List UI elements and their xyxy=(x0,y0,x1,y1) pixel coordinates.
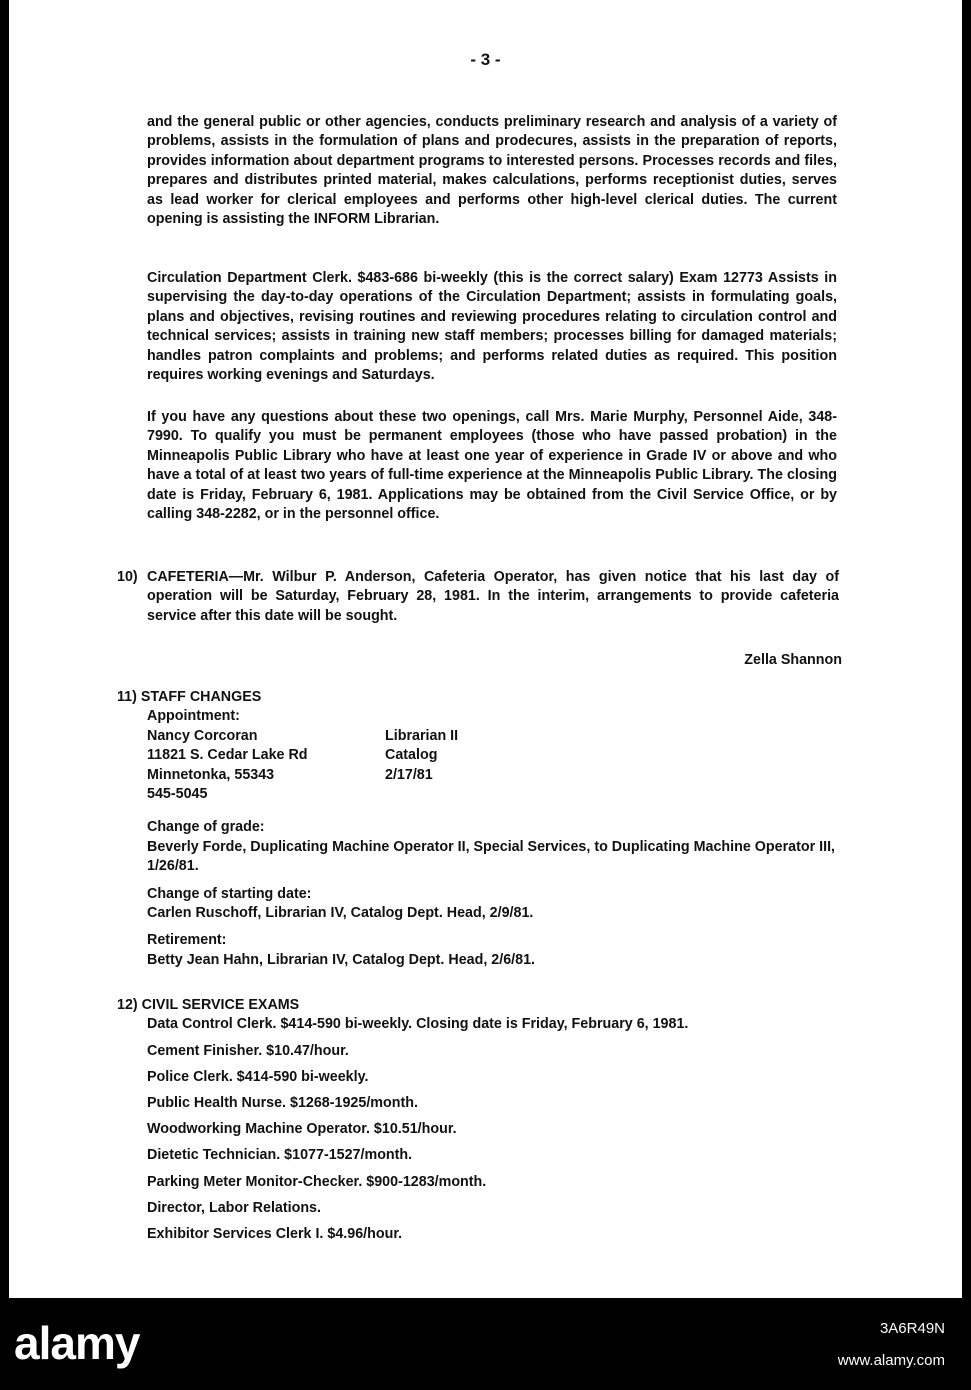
exam-item: Director, Labor Relations. xyxy=(147,1199,321,1216)
appointment-dept: Catalog xyxy=(385,747,438,764)
paragraph-job-description: and the general public or other agencies, conducts preliminary research and analysis of a variety of problems, assists in the formulation of plans and prodecures, assists in the preparation of reports, provides information about department programs to interested persons. Processes records and files, prepares and distributes printed material, makes calculations, performs receptionist duties, serves as lead worker for clerical employees and performs other high-level clerical duties. The current opening is assisting the INFORM Librarian. xyxy=(147,114,837,228)
appointment-phone: 545-5045 xyxy=(147,786,208,803)
exam-item: Cement Finisher. $10.47/hour. xyxy=(147,1042,349,1059)
item-staff-changes xyxy=(117,688,839,970)
start-date-text: Carlen Ruschoff, Librarian IV, Catalog Dept. Head, 2/9/81. xyxy=(147,905,534,922)
appointment-date: 2/17/81 xyxy=(385,766,433,783)
watermark-url: www.alamy.com xyxy=(837,1352,945,1369)
paragraph-qualifications: If you have any questions about these two openings, call Mrs. Marie Murphy, Personnel Aide, 348-7990. To qualify you must be permanent employees (those who have passed probation) in the Minneapolis Public Library who have at least one year of experience in Grade IV or above and who have a total of at least two years of full-time experience at the Minneapolis Public Library. The closing date is Friday, February 6, 1981. Applications may be obtained from the Civil Service Office, or by calling 348-2282, or in the personnel office. xyxy=(147,409,837,523)
item-civil-service-exams xyxy=(117,996,839,1251)
appointment-address: 11821 S. Cedar Lake Rd xyxy=(147,747,308,764)
item-number: 10) xyxy=(117,569,138,585)
retirement-text: Betty Jean Hahn, Librarian IV, Catalog Dept. Head, 2/6/81. xyxy=(147,951,535,968)
cafeteria-text: CAFETERIA—Mr. Wilbur P. Anderson, Cafeteria Operator, has given notice that his last day of operation will be Saturday, February 28, 1981. In the interim, arrangements to provide cafeteria service after this date will be sought. xyxy=(147,569,839,624)
appointment-label: Appointment: xyxy=(147,708,240,725)
exam-item: Public Health Nurse. $1268-1925/month. xyxy=(147,1095,418,1112)
page-number: - 3 - xyxy=(470,50,501,69)
watermark-footer xyxy=(0,1298,971,1390)
retirement-label: Retirement: xyxy=(147,932,227,949)
exam-item: Dietetic Technician. $1077-1527/month. xyxy=(147,1147,413,1164)
exams-heading: 12) CIVIL SERVICE EXAMS xyxy=(117,997,300,1013)
appointment-city: Minnetonka, 55343 xyxy=(147,766,275,783)
start-date-label: Change of starting date: xyxy=(147,885,312,902)
appointment-name: Nancy Corcoran xyxy=(147,727,258,744)
item-cafeteria xyxy=(117,568,839,626)
paragraph-circulation-clerk: Circulation Department Clerk. $483-686 bi-weekly (this is the correct salary) Exam 12773 Assists in supervising the day-to-day operations of the Circulation Department; assists in formulating goals, plans and objectives, revising routines and reviewing procedures relating to circulation control and technical services; assists in training new staff members; processes billing for damaged materials; handles patron complaints and problems; and performs related duties as required. This position requires working evenings and Saturdays. xyxy=(147,270,837,384)
exam-item: Exhibitor Services Clerk I. $4.96/hour. xyxy=(147,1226,403,1243)
signature: Zella Shannon xyxy=(744,652,842,668)
alamy-logo: alamy xyxy=(14,1317,140,1369)
exam-item: Parking Meter Monitor-Checker. $900-1283/month. xyxy=(147,1173,487,1190)
document-page xyxy=(9,0,962,1298)
image-id: 3A6R49N xyxy=(879,1320,945,1337)
grade-change-label: Change of grade: xyxy=(147,819,265,836)
appointment-details xyxy=(147,727,839,805)
grade-change-text: Beverly Forde, Duplicating Machine Operator II, Special Services, to Duplicating Machine Operator III, 1/26/81. xyxy=(147,838,836,875)
exam-item: Police Clerk. $414-590 bi-weekly. xyxy=(147,1068,369,1085)
exam-item: Data Control Clerk. $414-590 bi-weekly. Closing date is Friday, February 6, 1981. xyxy=(147,1016,689,1033)
exam-item: Woodworking Machine Operator. $10.51/hour. xyxy=(147,1121,457,1138)
appointment-title: Librarian II xyxy=(385,727,459,744)
staff-changes-heading: 11) STAFF CHANGES xyxy=(117,689,262,705)
